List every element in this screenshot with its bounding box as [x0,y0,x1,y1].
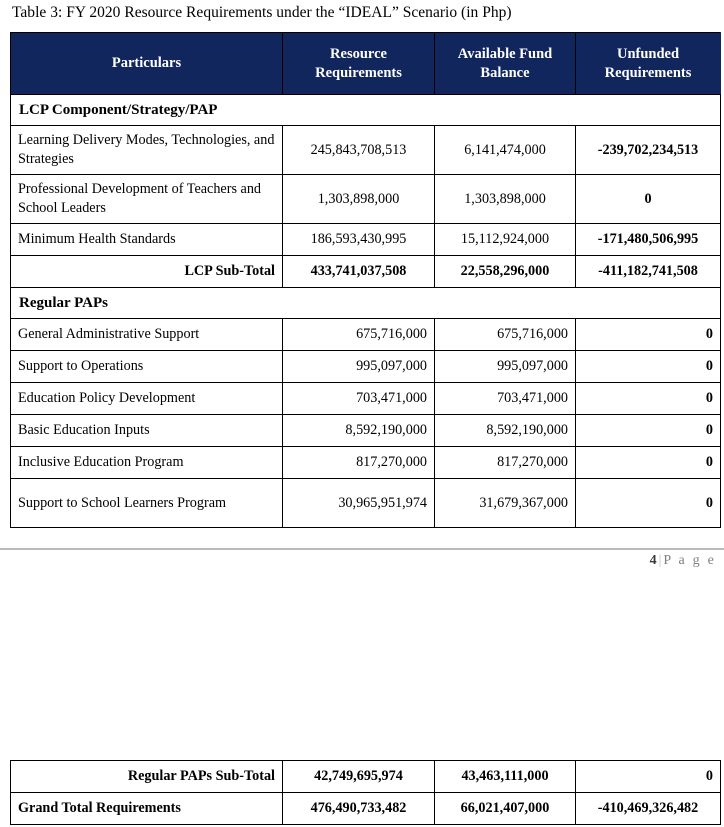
row-label: Inclusive Education Program [11,447,283,479]
table-caption: Table 3: FY 2020 Resource Requirements under the “IDEAL” Scenario (in Php) [12,4,512,21]
row-available-fund-balance: 8,592,190,000 [435,415,576,447]
column-header-particulars: Particulars [11,33,283,95]
resource-requirements-table [10,32,721,528]
row-resource-requirements: 817,270,000 [283,447,435,479]
row-label: Minimum Health Standards [11,224,283,256]
row-label: Education Policy Development [11,383,283,415]
row-resource-requirements: 703,471,000 [283,383,435,415]
row-resource-requirements: 186,593,430,995 [283,224,435,256]
grand-total-unfunded-requirements: -410,469,326,482 [576,793,721,825]
subtotal-label: Regular PAPs Sub-Total [11,761,283,793]
row-resource-requirements: 995,097,000 [283,351,435,383]
table-row [11,415,721,447]
table-body-continued [11,761,721,825]
table-row [11,175,721,224]
grand-total-row [11,793,721,825]
subtotal-resource-requirements: 433,741,037,508 [283,256,435,288]
footer-separator: | [658,553,662,568]
section-heading-label-regular-paps: Regular PAPs [11,288,721,319]
row-resource-requirements: 8,592,190,000 [283,415,435,447]
row-label: Professional Development of Teachers and School Leaders [11,175,283,224]
row-unfunded-requirements: 0 [576,447,721,479]
grand-total-available-fund-balance: 66,021,407,000 [435,793,576,825]
row-available-fund-balance: 6,141,474,000 [435,126,576,175]
row-label: Learning Delivery Modes, Technologies, and Strategies [11,126,283,175]
row-unfunded-requirements: -239,702,234,513 [576,126,721,175]
row-resource-requirements: 30,965,951,974 [283,479,435,528]
subtotal-resource-requirements: 42,749,695,974 [283,761,435,793]
row-label: Support to Operations [11,351,283,383]
table-row [11,126,721,175]
row-available-fund-balance: 675,716,000 [435,319,576,351]
section-heading-label-lcp: LCP Component/Strategy/PAP [11,95,721,126]
table-row [11,447,721,479]
subtotal-label: LCP Sub-Total [11,256,283,288]
row-resource-requirements: 675,716,000 [283,319,435,351]
page-footer [650,553,716,569]
table-row [11,224,721,256]
footer-page-word: P a g e [663,553,716,568]
row-available-fund-balance: 817,270,000 [435,447,576,479]
column-header-resource-requirements: Resource Requirements [283,33,435,95]
table-header [11,33,721,95]
table-row [11,479,721,528]
footer-page-number: 4 [649,553,657,568]
table-row [11,351,721,383]
table-header-row [11,33,721,95]
grand-total-label: Grand Total Requirements [11,793,283,825]
section-heading-row-regular-paps [11,288,721,319]
column-header-available-fund-balance: Available Fund Balance [435,33,576,95]
row-unfunded-requirements: -171,480,506,995 [576,224,721,256]
row-unfunded-requirements: 0 [576,383,721,415]
row-unfunded-requirements: 0 [576,351,721,383]
row-label: Basic Education Inputs [11,415,283,447]
row-resource-requirements: 245,843,708,513 [283,126,435,175]
footer-divider [0,548,724,550]
resource-requirements-table-continued [10,760,721,825]
table-row [11,319,721,351]
table-row [11,383,721,415]
row-unfunded-requirements: 0 [576,319,721,351]
subtotal-unfunded-requirements: 0 [576,761,721,793]
subtotal-available-fund-balance: 22,558,296,000 [435,256,576,288]
section-heading-row-lcp [11,95,721,126]
subtotal-row-regular-paps [11,761,721,793]
subtotal-available-fund-balance: 43,463,111,000 [435,761,576,793]
column-header-unfunded-requirements: Unfunded Requirements [576,33,721,95]
row-available-fund-balance: 15,112,924,000 [435,224,576,256]
row-label: Support to School Learners Program [11,479,283,528]
row-unfunded-requirements: 0 [576,479,721,528]
row-unfunded-requirements: 0 [576,415,721,447]
table-body [11,95,721,528]
subtotal-unfunded-requirements: -411,182,741,508 [576,256,721,288]
row-available-fund-balance: 31,679,367,000 [435,479,576,528]
row-unfunded-requirements: 0 [576,175,721,224]
row-available-fund-balance: 703,471,000 [435,383,576,415]
row-label: General Administrative Support [11,319,283,351]
row-available-fund-balance: 995,097,000 [435,351,576,383]
subtotal-row-lcp [11,256,721,288]
grand-total-resource-requirements: 476,490,733,482 [283,793,435,825]
row-available-fund-balance: 1,303,898,000 [435,175,576,224]
row-resource-requirements: 1,303,898,000 [283,175,435,224]
